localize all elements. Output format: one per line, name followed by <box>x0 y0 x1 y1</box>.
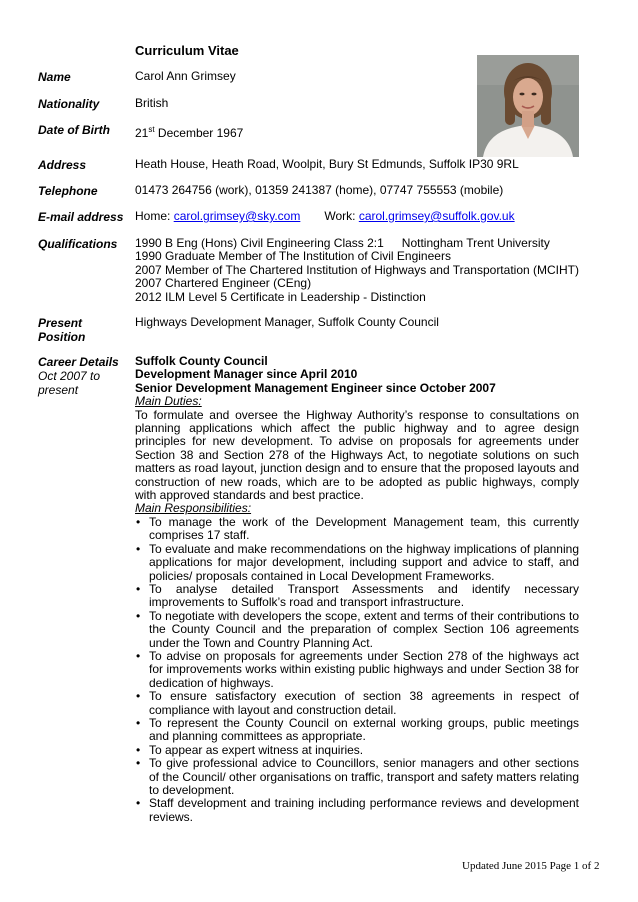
qualification-item <box>135 237 605 250</box>
list-item: • To evaluate and make recommendations on the highway implications of planning applications for major development, including support and advice to staff, and policies/ proposals contained in Local Development Frameworks. <box>135 543 579 583</box>
qualification-item: 2007 Chartered Engineer (CEng) <box>135 276 312 291</box>
address-label: Address <box>38 158 87 172</box>
dob-day: 21 <box>135 126 149 140</box>
nationality-label: Nationality <box>38 97 100 111</box>
dob-value <box>135 123 580 140</box>
qualification-item: 2012 ILM Level 5 Certificate in Leadership - Distinction <box>135 289 426 304</box>
list-item: • Staff development and training including performance reviews and development reviews. <box>135 797 579 824</box>
employer: Suffolk County Council <box>135 354 268 368</box>
list-item: • To represent the County Council on external working groups, public meetings and planning committees as appropriate. <box>135 717 579 744</box>
name-value: Carol Ann Grimsey <box>135 69 236 83</box>
list-item: • To appear as expert witness at inquiries. <box>135 744 579 757</box>
home-email-link[interactable]: carol.grimsey@sky.com <box>173 209 301 223</box>
role-previous: Senior Development Management Engineer since October 2007 <box>135 380 496 395</box>
home-email-label: Home: <box>135 209 171 223</box>
dob-label: Date of Birth <box>38 123 110 137</box>
present-position-value: Highways Development Manager, Suffolk County Council <box>135 315 439 329</box>
email-value <box>135 210 605 223</box>
page-title: Curriculum Vitae <box>135 43 239 58</box>
list-item: • To give professional advice to Councillors, senior managers and other sections of the Council/ other organisations on traffic, transport and safety matters relating to development. <box>135 757 579 797</box>
present-label-line2: Position <box>38 330 86 344</box>
telephone-value: 01473 264756 (work), 01359 241387 (home), 07747 755553 (mobile) <box>135 183 504 197</box>
list-item: • To negotiate with developers the scope, extent and terms of their contributions to the County Council and the preparation of complex Section 106 agreements under the Town and Country Planning Act. <box>135 610 579 650</box>
name-label: Name <box>38 70 71 84</box>
duties-heading: Main Duties: <box>135 394 202 409</box>
list-item: • To advise on proposals for agreements under Section 278 of the highways act for improvements works within existing public highways and under Section 38 for dedication of highways. <box>135 650 579 690</box>
list-item: • To manage the work of the Development Management team, this currently comprises 17 staff. <box>135 516 579 543</box>
career-label <box>38 355 130 397</box>
list-item: • To analyse detailed Transport Assessments and identify necessary improvements to Suffolk’s road and transport infrastructure. <box>135 583 579 610</box>
work-email-link[interactable]: carol.grimsey@suffolk.gov.uk <box>358 209 515 223</box>
email-label: E-mail address <box>38 210 124 224</box>
present-position-label <box>38 316 130 344</box>
responsibilities-heading: Main Responsibilities: <box>135 501 252 516</box>
qualification-item: 2007 Member of The Chartered Institution of Highways and Transportation (MCIHT) <box>135 262 579 277</box>
duties-text: To formulate and oversee the Highway Authority’s response to consultations on planning applications which affect the public highway and to agree design principles for new development. To advise on proposals for agreements under Section 38 and Section 278 of the Highways Act, to negotiate solutions on such matters as road layout, junction design and to ensure that the proposed layouts and construction of new roads, which are to be adopted as public highways, comply with approved standards and best practice. <box>135 407 579 503</box>
address-value: Heath House, Heath Road, Woolpit, Bury St Edmunds, Suffolk IP30 9RL <box>135 157 519 171</box>
page-footer: Updated June 2015 Page 1 of 2 <box>462 860 600 872</box>
responsibilities-list <box>135 516 579 824</box>
qualification-university: Nottingham Trent University <box>401 236 550 250</box>
work-email-label: Work: <box>324 209 356 223</box>
career-period-start: Oct 2007 to <box>38 369 101 383</box>
list-item: • To ensure satisfactory execution of section 38 agreements in respect of compliance with layout and construction detail. <box>135 690 579 717</box>
dob-suffix: st <box>148 125 155 134</box>
qualifications-label: Qualifications <box>38 237 118 251</box>
career-period-end: present <box>38 383 79 397</box>
qualification-item: 1990 Graduate Member of The Institution of Civil Engineers <box>135 249 451 264</box>
dob-rest: December 1967 <box>154 126 244 140</box>
career-details <box>135 355 579 824</box>
role-current: Development Manager since April 2010 <box>135 367 358 382</box>
nationality-value: British <box>135 96 169 110</box>
qualification-degree: 1990 B Eng (Hons) Civil Engineering Class 2:1 <box>135 236 384 250</box>
qualifications-list <box>135 237 605 304</box>
present-label-line1: Present <box>38 316 83 330</box>
career-details-heading: Career Details <box>38 355 119 369</box>
telephone-label: Telephone <box>38 184 98 198</box>
